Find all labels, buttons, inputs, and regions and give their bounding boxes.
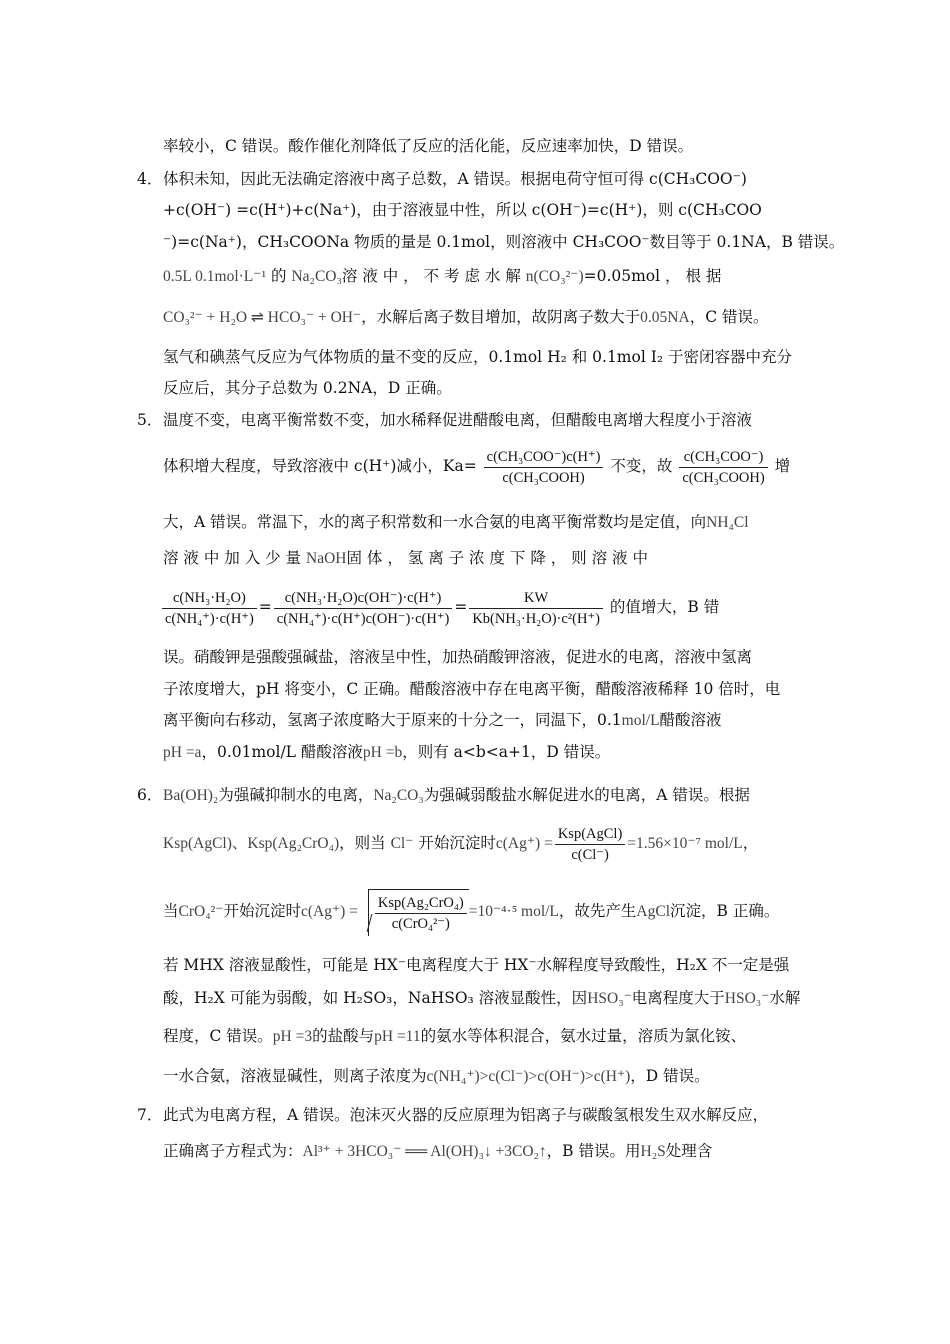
ag-fraction-1: $\frac{\text{Ksp(AgCl)}}{c(Cl^-)}$ <box>555 824 625 865</box>
fraction-1: $\frac{\text{c(NH₃·H₂O)}}{\text{c(NH₄⁺)·c(H⁺)}}$ <box>162 588 257 629</box>
text-line: 程度，C 错误。pH =3的盐酸与pH =11的氨水等体积混合，氨水过量，溶质为氯化铵、 <box>163 1027 747 1045</box>
text-line: +c(OH⁻) =c(H⁺)+c(Na⁺)，由于溶液显中性，所以 c(OH⁻)=c(H⁺)，则 c(CH₃COO <box>163 201 762 219</box>
ratio-fraction: $\frac{\text{c(CH₃COO⁻)}}{\text{c(CH₃COOH)}}$ <box>679 447 767 488</box>
fraction-3: $\frac{KW}{\text{Kb(NH₃·H₂O)·c²(H⁺)}}$ <box>469 588 603 629</box>
item-number-7: 7． <box>137 1106 163 1124</box>
item-number-5: 5． <box>137 411 163 429</box>
text-line-with-fractions: Ksp(AgCl)、Ksp(Ag₂CrO₄)，则当 Cl⁻ 开始沉淀时c(Ag⁺) = $\frac{\text{Ksp(AgCl)}}{c(Cl^-)}$ =1.56×10⁻⁷ mol/L， <box>163 825 759 863</box>
text-line: 反应后，其分子总数为 0.2NA，D 正确。 <box>163 379 452 397</box>
text-line: Ba(OH)₂为强碱抑制水的电离，Na₂CO₃为强碱弱酸盐水解促进水的电离，A 错误。根据 <box>163 786 750 804</box>
text-line: 酸，H₂X 可能为弱酸，如 H₂SO₃，NaHSO₃ 溶液显酸性，因HSO₃⁻电离程度大于HSO₃⁻水解 <box>163 989 801 1007</box>
text-line: 此式为电离方程，A 错误。泡沫灭火器的反应原理为铝离子与碳酸氢根发生双水解反应， <box>163 1106 769 1124</box>
text-line: 体积未知，因此无法确定溶液中离子总数，A 错误。根据电荷守恒可得 c(CH₃COO⁻) <box>163 170 747 188</box>
fraction-2: $\frac{\text{c(NH₃·H₂O)c(OH⁻)·c(H⁺)}}{\text{c(NH₄⁺)·c(H⁺)c(OH⁻)·c(H⁺)}}$ <box>274 588 453 629</box>
text-line: 大，A 错误。常温下，水的离子积常数和一水合氨的电离平衡常数均是定值，向NH₄Cl <box>163 513 749 531</box>
text-line: 0.5L 0.1mol·L⁻¹ 的 Na₂CO₃溶 液 中 ， 不 考 虑 水 解 n(CO₃²⁻)=0.05mol ， 根 据 <box>163 267 722 285</box>
text-line: 溶 液 中 加 入 少 量 NaOH固 体 ， 氢 离 子 浓 度 下 降 ， 则 溶 液 中 <box>163 549 648 567</box>
text-line: 率较小，C 错误。酸作催化剂降低了反应的活化能，反应速率加快，D 错误。 <box>163 137 694 155</box>
text-line: 一水合氨，溶液显碱性，则离子浓度为c(NH₄⁺)>c(Cl⁻)>c(OH⁻)>c(H⁺)，D 错误。 <box>163 1067 710 1085</box>
fraction-equation-line: $\frac{\text{c(NH₃·H₂O)}}{\text{c(NH₄⁺)·c(H⁺)}}$ = $\frac{\text{c(NH₃·H₂O)c(OH⁻)·c(H⁺)}}{\text{c(NH₄⁺)·c(H⁺)c(OH⁻)·c(H⁺)}}$ = $\frac{KW}{\text{Kb(NH₃·H₂O)·c²(H⁺)}}$ 的值增大，B 错 <box>160 584 810 630</box>
text-line-with-fractions: 体积增大程度，导致溶液中 c(H⁺)减小，Ka= $\frac{\text{c(CH₃COO⁻)c(H⁺)}}{\text{c(CH₃COOH)}}$ 不变，故 $\frac{\text{c(CH₃COO⁻)}}{\text{c(CH₃COOH)}}$ 增 <box>163 448 791 486</box>
text-line: 正确离子方程式为：Al³⁺ + 3HCO₃⁻ ══ Al(OH)₃↓ +3CO₂↑，B 错误。用H₂S处理含 <box>163 1142 713 1160</box>
text-line: pH =a，0.01mol/L 醋酸溶液pH =b，则有 a<b<a+1，D 错误。 <box>163 743 611 761</box>
square-root <box>368 889 469 936</box>
ka-fraction: $\frac{\text{c(CH₃COO⁻)c(H⁺)}}{\text{c(CH₃COOH)}}$ <box>484 447 604 488</box>
text-line: CO₃²⁻ + H₂O ⇌ HCO₃⁻ + OH⁻，水解后离子数目增加，故阴离子数大于0.05NA，C 错误。 <box>163 308 769 326</box>
text-line: 温度不变，电离平衡常数不变，加水稀释促进醋酸电离，但醋酸电离增大程度小于溶液 <box>163 411 753 429</box>
text-line: ⁻)=c(Na⁺)，CH₃COONa 物质的量是 0.1mol，则溶液中 CH₃COO⁻数目等于 0.1NA，B 错误。 <box>163 233 845 251</box>
text-line: 氢气和碘蒸气反应为气体物质的量不变的反应，0.1mol H₂ 和 0.1mol I₂ 于密闭容器中充分 <box>163 348 792 366</box>
text-line: 离平衡向右移动，氢离子浓度略大于原来的十分之一，同温下，0.1mol/L醋酸溶液 <box>163 711 722 729</box>
text-line-with-root: 当CrO₄²⁻开始沉淀时c(Ag⁺) = $\frac{\text{Ksp(Ag₂CrO₄)}}{\text{c(CrO₄²⁻)}}$ =10⁻⁴·⁵ mol/L，故先产生AgCl沉淀，B 正确。 <box>163 888 813 934</box>
ag-fraction-2: $\frac{\text{Ksp(Ag₂CrO₄)}}{\text{c(CrO₄²⁻)}}$ <box>375 893 467 934</box>
text-line: 误。硝酸钾是强酸强碱盐，溶液呈中性，加热硝酸钾溶液，促进水的电离，溶液中氢离 <box>163 648 753 666</box>
item-number-4: 4． <box>137 170 163 188</box>
text-line: 若 MHX 溶液显酸性，可能是 HX⁻电离程度大于 HX⁻水解程度导致酸性，H₂X 不一定是强 <box>163 956 790 974</box>
item-number-6: 6． <box>137 786 163 804</box>
text-line: 子浓度增大，pH 将变小，C 正确。醋酸溶液中存在电离平衡，醋酸溶液稀释 10 倍时，电 <box>163 680 781 698</box>
